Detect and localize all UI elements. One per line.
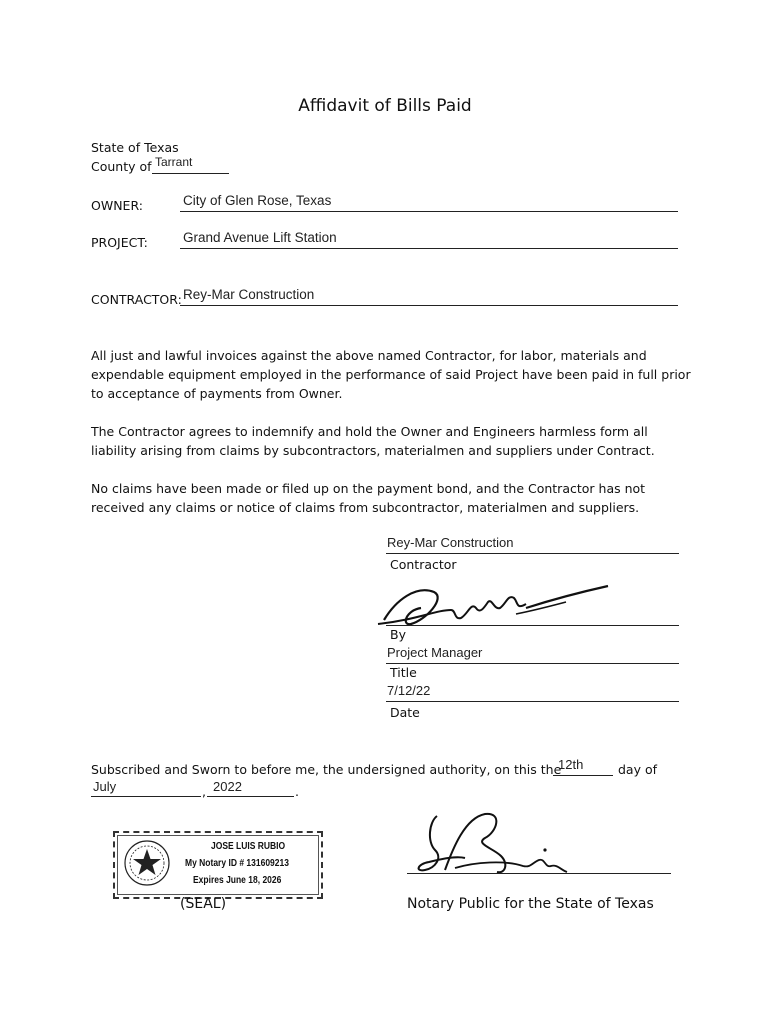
sworn-month-underline <box>91 796 201 797</box>
owner-underline <box>180 211 678 212</box>
sig-contractor-underline <box>386 553 679 554</box>
sig-by-label: By <box>390 627 406 642</box>
notary-signature-line <box>407 873 671 874</box>
sig-date-underline <box>386 701 679 702</box>
sig-contractor-label: Contractor <box>390 557 457 572</box>
paragraph-claims <box>91 479 691 517</box>
project-label: PROJECT: <box>91 235 148 250</box>
notary-public-label: Notary Public for the State of Texas <box>407 896 654 912</box>
sworn-day-value: 12th <box>558 757 584 772</box>
notary-signature <box>405 808 575 888</box>
county-label: County of <box>91 159 152 174</box>
paragraph-line: No claims have been made or filed up on the payment bond, and the Contractor has not <box>91 481 646 496</box>
notary-star-seal-icon <box>123 839 171 887</box>
seal-label: (SEAL) <box>180 896 227 912</box>
stamp-name: JOSE LUIS RUBIO <box>211 841 286 852</box>
county-value: Tarrant <box>155 155 193 169</box>
contractor-value: Rey-Mar Construction <box>183 287 315 302</box>
sworn-month-value: July <box>93 779 117 794</box>
paragraph-line: received any claims or notice of claims from subcontractor, materialmen and suppliers. <box>91 500 640 515</box>
paragraph-line: All just and lawful invoices against the above named Contractor, for labor, materials and <box>91 348 647 363</box>
paragraph-line: expendable equipment employed in the performance of said Project have been paid in full prior <box>91 367 691 382</box>
state-line: State of Texas <box>91 140 179 155</box>
sworn-period: . <box>295 784 299 799</box>
stamp-id: My Notary ID # 131609213 <box>185 858 289 869</box>
paragraph-line: The Contractor agrees to indemnify and hold the Owner and Engineers harmless form all <box>91 424 648 439</box>
sworn-year-value: 2022 <box>213 779 242 794</box>
stamp-expires: Expires June 18, 2026 <box>193 875 282 886</box>
sworn-year-underline <box>207 796 294 797</box>
project-underline <box>180 248 678 249</box>
sig-by-underline <box>386 625 679 626</box>
county-underline <box>152 173 229 174</box>
contractor-label: CONTRACTOR: <box>91 292 182 307</box>
paragraph-invoices <box>91 346 691 403</box>
sig-title-underline <box>386 663 679 664</box>
contractor-underline <box>180 305 678 306</box>
project-value: Grand Avenue Lift Station <box>183 230 337 245</box>
paragraph-line: liability arising from claims by subcontractors, materialmen and suppliers under Contract. <box>91 443 655 458</box>
sig-date-label: Date <box>390 705 420 720</box>
sworn-comma: , <box>202 784 206 799</box>
sig-title-label: Title <box>390 665 417 680</box>
paragraph-line: to acceptance of payments from Owner. <box>91 386 343 401</box>
sig-date-value: 7/12/22 <box>387 683 431 698</box>
sworn-day-of: day of <box>618 762 658 777</box>
sworn-day-underline <box>553 775 613 776</box>
owner-value: City of Glen Rose, Texas <box>183 193 332 208</box>
paragraph-indemnify <box>91 422 691 460</box>
contractor-signature <box>376 580 616 640</box>
notary-stamp <box>113 831 323 899</box>
sig-contractor-value: Rey-Mar Construction <box>387 535 514 550</box>
sworn-text: Subscribed and Sworn to before me, the undersigned authority, on this the <box>91 762 562 777</box>
sig-title-value: Project Manager <box>387 645 483 660</box>
owner-label: OWNER: <box>91 198 143 213</box>
document-title: Affidavit of Bills Paid <box>298 96 472 116</box>
